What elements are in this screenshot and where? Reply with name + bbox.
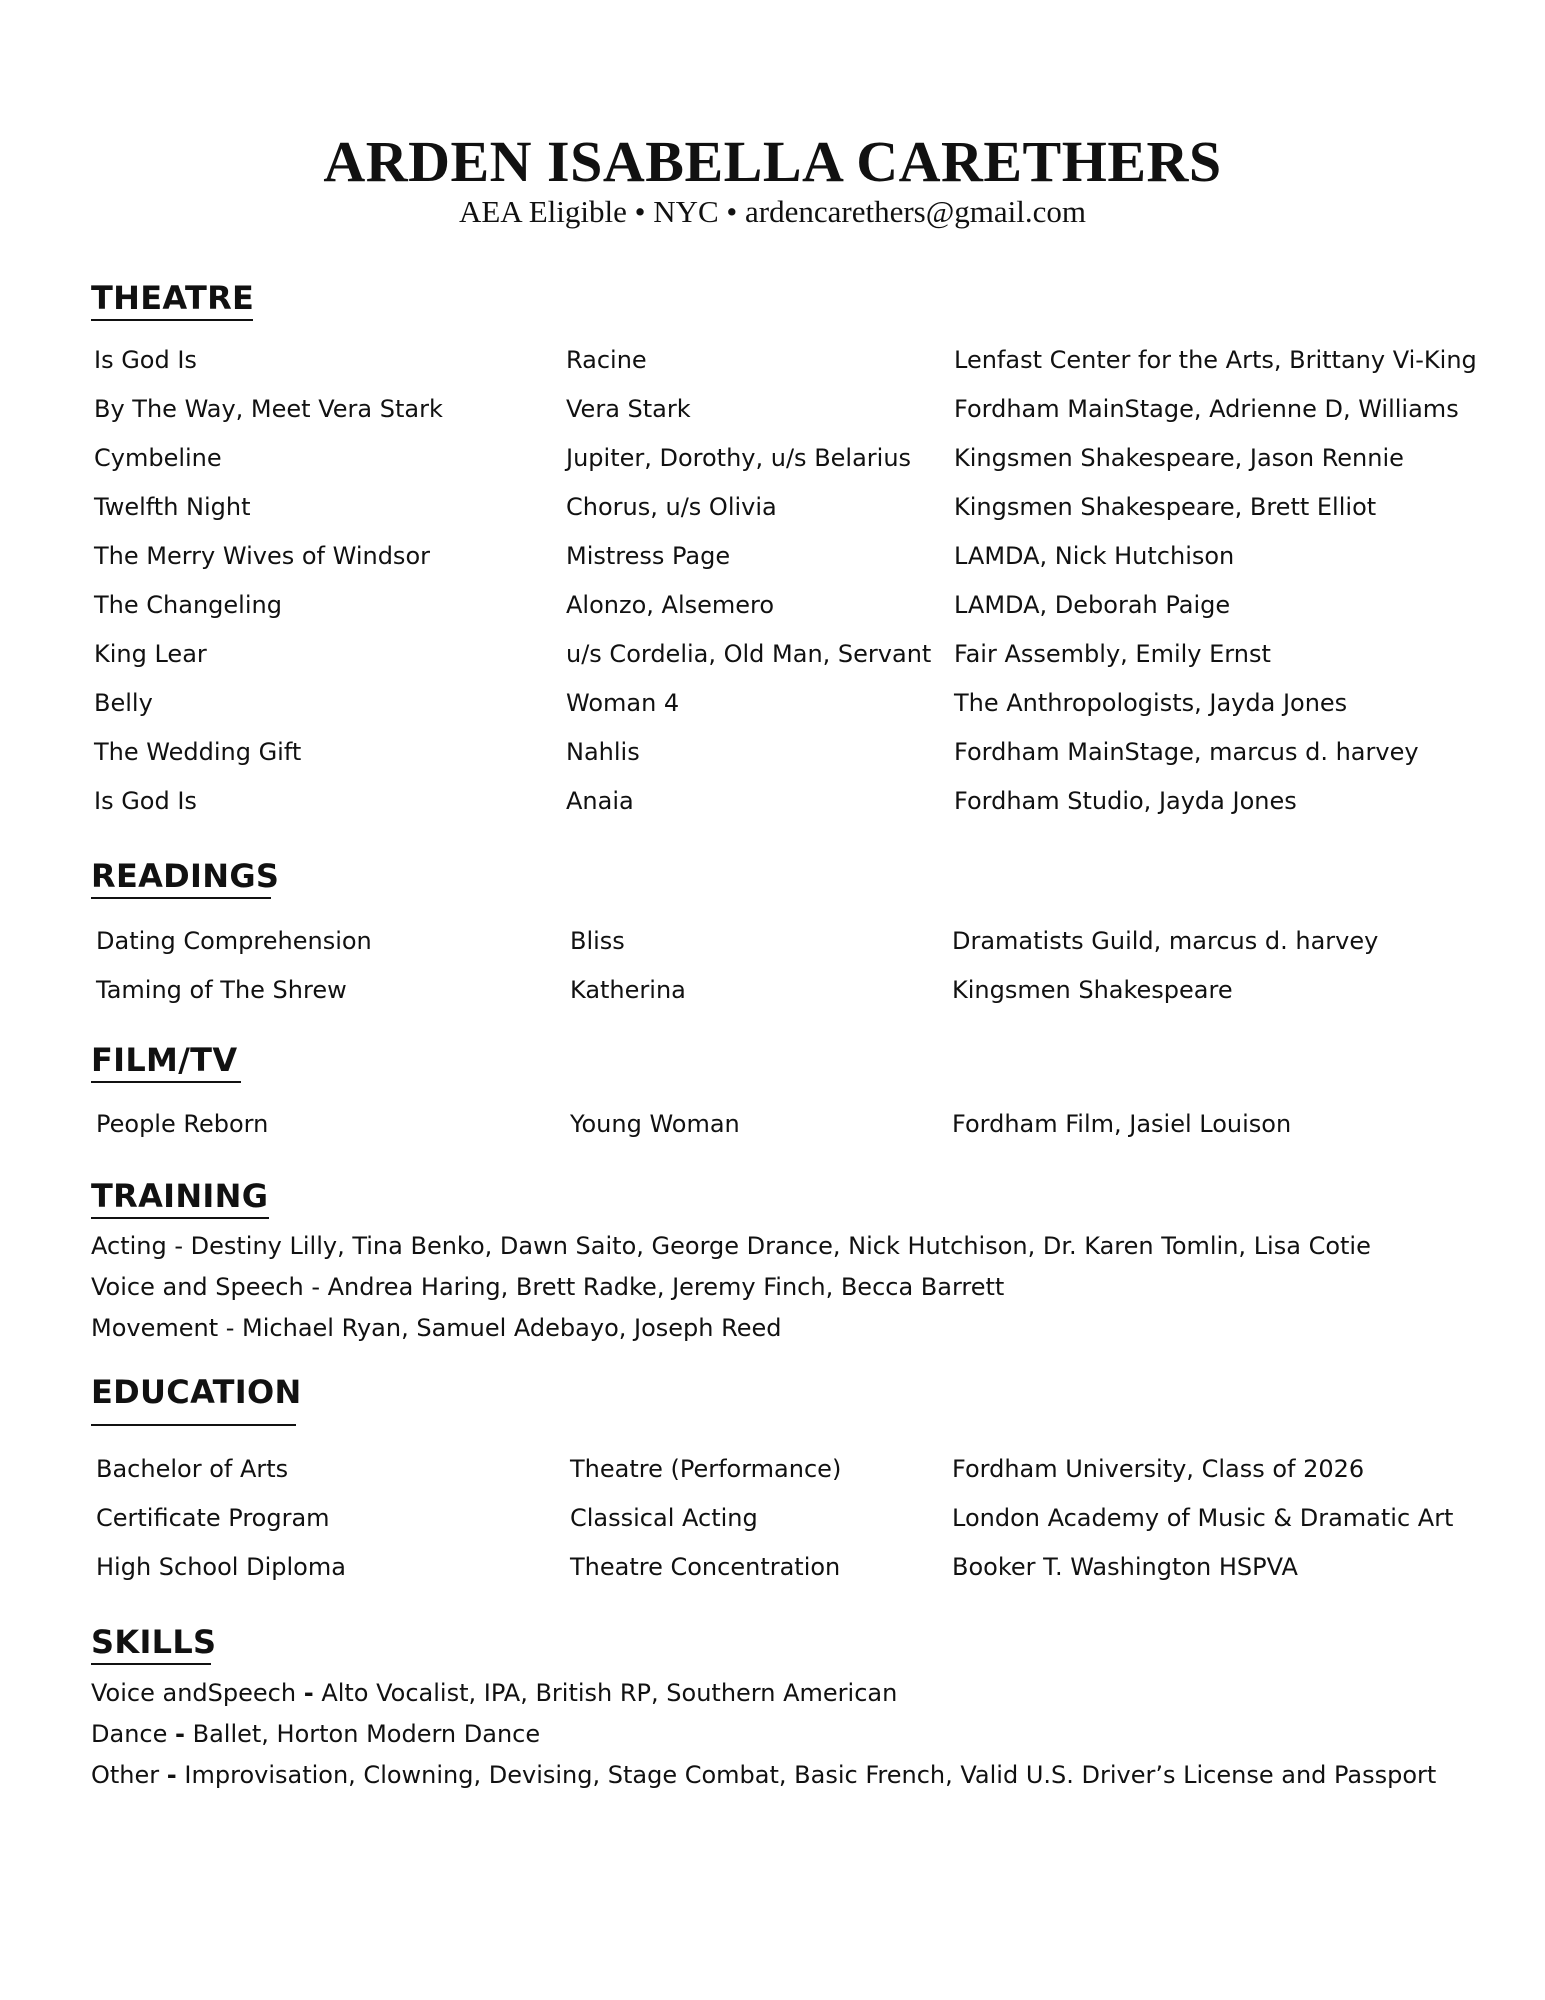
theatre-title: Twelfth Night <box>94 493 251 521</box>
theatre-row <box>0 634 1545 674</box>
theatre-title: The Merry Wives of Windsor <box>94 542 430 570</box>
theatre-role: Woman 4 <box>566 689 680 717</box>
training-line-movement: Movement - Michael Ryan, Samuel Adebayo, Joseph Reed <box>91 1314 782 1342</box>
skills-line-voice <box>91 1673 897 1713</box>
theatre-venue: The Anthropologists, Jayda Jones <box>954 689 1348 717</box>
degree: High School Diploma <box>96 1553 346 1581</box>
contact-line: AEA Eligible • NYC • ardencarethers@gmail.com <box>458 194 1087 229</box>
institution: London Academy of Music & Dramatic Art <box>952 1504 1454 1532</box>
readings-row <box>0 970 1545 1010</box>
film-tv-row <box>0 1104 1545 1144</box>
education-heading: EDUCATION <box>91 1372 296 1426</box>
theatre-title: Cymbeline <box>94 444 222 472</box>
skill-label: Dance <box>91 1720 168 1748</box>
theatre-row <box>0 732 1545 772</box>
theatre-venue: Kingsmen Shakespeare, Jason Rennie <box>954 444 1404 472</box>
skills-line-dance <box>91 1714 540 1754</box>
skill-text: Alto Vocalist, IPA, British RP, Southern American <box>321 1679 898 1707</box>
theatre-role: Anaia <box>566 787 634 815</box>
skill-separator: - <box>166 1761 177 1789</box>
theatre-title: Is God Is <box>94 346 197 374</box>
reading-venue: Kingsmen Shakespeare <box>952 976 1233 1004</box>
training-line-acting: Acting - Destiny Lilly, Tina Benko, Dawn Saito, George Drance, Nick Hutchison, Dr. Karen Tomlin, Lisa Cotie <box>91 1232 1371 1260</box>
film-venue: Fordham Film, Jasiel Louison <box>952 1110 1292 1138</box>
skill-label: Voice andSpeech <box>91 1679 297 1707</box>
theatre-title: The Wedding Gift <box>94 738 302 766</box>
film-role: Young Woman <box>570 1110 740 1138</box>
theatre-venue: Kingsmen Shakespeare, Brett Elliot <box>954 493 1377 521</box>
theatre-title: Is God Is <box>94 787 197 815</box>
theatre-venue: LAMDA, Deborah Paige <box>954 591 1231 619</box>
theatre-role: Jupiter, Dorothy, u/s Belarius <box>566 444 912 472</box>
theatre-venue: Fair Assembly, Emily Ernst <box>954 640 1271 668</box>
theatre-venue: Fordham Studio, Jayda Jones <box>954 787 1297 815</box>
focus: Theatre Concentration <box>570 1553 841 1581</box>
film-tv-heading: FILM/TV <box>91 1040 241 1083</box>
readings-row <box>0 921 1545 961</box>
reading-role: Bliss <box>570 927 625 955</box>
theatre-venue: Fordham MainStage, Adrienne D, Williams <box>954 395 1459 423</box>
reading-venue: Dramatists Guild, marcus d. harvey <box>952 927 1379 955</box>
skills-line-other <box>91 1755 1436 1795</box>
theatre-title: By The Way, Meet Vera Stark <box>94 395 443 423</box>
theatre-venue: LAMDA, Nick Hutchison <box>954 542 1235 570</box>
theatre-row <box>0 781 1545 821</box>
reading-role: Katherina <box>570 976 686 1004</box>
skill-label: Other <box>91 1761 160 1789</box>
education-row <box>0 1449 1545 1489</box>
theatre-venue: Lenfast Center for the Arts, Brittany Vi-King <box>954 346 1477 374</box>
education-row <box>0 1547 1545 1587</box>
skill-separator: - <box>303 1679 314 1707</box>
theatre-role: Racine <box>566 346 647 374</box>
degree: Certificate Program <box>96 1504 330 1532</box>
theatre-role: Alonzo, Alsemero <box>566 591 775 619</box>
skill-text: Improvisation, Clowning, Devising, Stage Combat, Basic French, Valid U.S. Driver’s License and Passport <box>184 1761 1437 1789</box>
theatre-title: Belly <box>94 689 153 717</box>
readings-heading: READINGS <box>91 856 271 899</box>
institution: Fordham University, Class of 2026 <box>952 1455 1365 1483</box>
theatre-role: Vera Stark <box>566 395 691 423</box>
education-row <box>0 1498 1545 1538</box>
theatre-role: Chorus, u/s Olivia <box>566 493 777 521</box>
institution: Booker T. Washington HSPVA <box>952 1553 1298 1581</box>
theatre-title: King Lear <box>94 640 207 668</box>
skill-text: Ballet, Horton Modern Dance <box>192 1720 541 1748</box>
theatre-venue: Fordham MainStage, marcus d. harvey <box>954 738 1419 766</box>
reading-title: Taming of The Shrew <box>96 976 347 1004</box>
theatre-role: Nahlis <box>566 738 640 766</box>
degree: Bachelor of Arts <box>96 1455 289 1483</box>
theatre-role: Mistress Page <box>566 542 731 570</box>
theatre-row <box>0 536 1545 576</box>
skills-heading: SKILLS <box>91 1622 211 1665</box>
theatre-row <box>0 683 1545 723</box>
theatre-row <box>0 585 1545 625</box>
training-heading: TRAINING <box>91 1176 269 1219</box>
theatre-row <box>0 389 1545 429</box>
theatre-row <box>0 438 1545 478</box>
resume-name: ARDEN ISABELLA CARETHERS <box>323 129 1222 194</box>
theatre-row <box>0 340 1545 380</box>
focus: Theatre (Performance) <box>570 1455 842 1483</box>
theatre-role: u/s Cordelia, Old Man, Servant <box>566 640 932 668</box>
skill-separator: - <box>175 1720 185 1748</box>
theatre-row <box>0 487 1545 527</box>
focus: Classical Acting <box>570 1504 758 1532</box>
film-title: People Reborn <box>96 1110 269 1138</box>
reading-title: Dating Comprehension <box>96 927 372 955</box>
theatre-heading: THEATRE <box>91 278 253 321</box>
training-line-voice: Voice and Speech - Andrea Haring, Brett Radke, Jeremy Finch, Becca Barrett <box>91 1273 1005 1301</box>
theatre-title: The Changeling <box>94 591 282 619</box>
